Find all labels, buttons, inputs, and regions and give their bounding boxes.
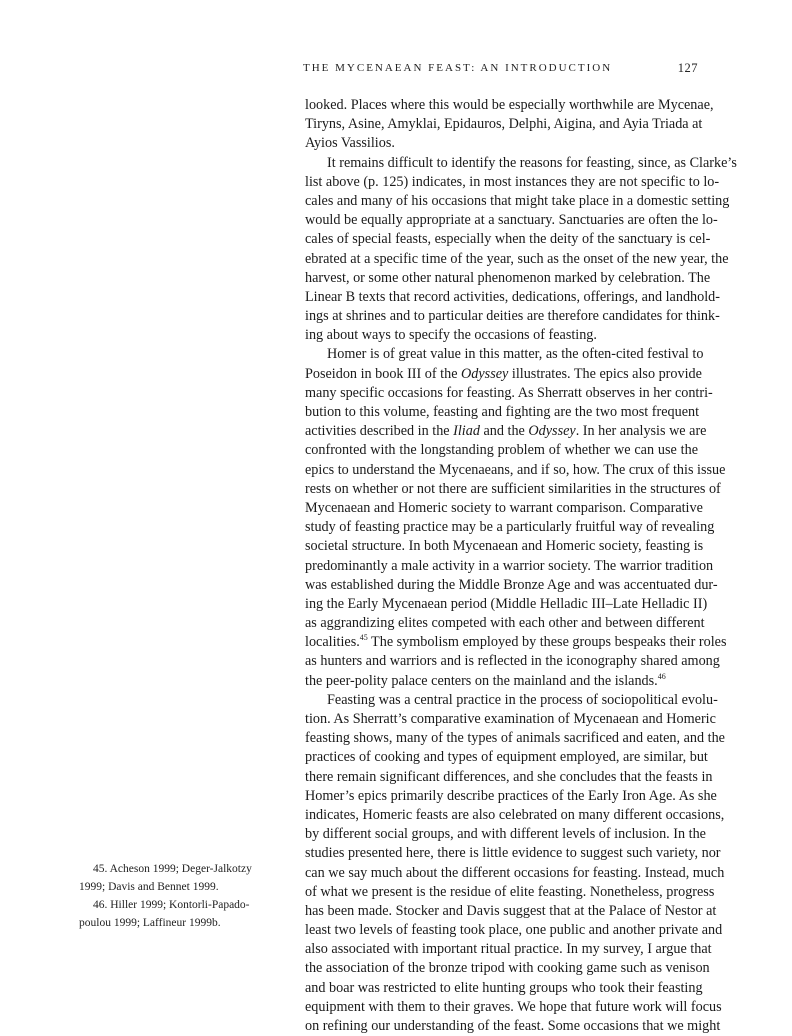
text-run: the peer-polity palace centers on the mainland and the islands. <box>305 672 658 689</box>
text-run: illustrates. The epics also provide <box>508 365 702 382</box>
text-line: bution to this volume, feasting and fighting are the two most frequent <box>305 404 700 420</box>
text-line: looked. Places where this would be especially worthwhile are Mycenae, <box>305 97 714 113</box>
text-line: Homer is of great value in this matter, as the often-cited festival to <box>327 346 704 363</box>
text-run: and the <box>479 423 529 440</box>
text-line: cales and many of his occasions that might take place in a domestic setting <box>305 192 730 209</box>
text-line: feasting shows, many of the types of animals sacrificed and eaten, and the <box>305 730 725 747</box>
text-line: by different social groups, and with different levels of inclusion. In the <box>305 826 706 843</box>
text-line: Ayios Vassilios. <box>305 135 395 152</box>
text-line: on refining our understanding of the feast. Some occasions that we might <box>305 1018 721 1034</box>
footnote-ref: 45 <box>359 633 368 643</box>
text-line: harvest, or some other natural phenomenon marked by celebration. The <box>305 269 711 286</box>
text-run: Poseidon in book III of the <box>305 365 462 382</box>
text-line <box>305 633 727 652</box>
text-line: ebrated at a specific time of the year, such as the onset of the new year, the <box>305 250 729 267</box>
text-line: of what we present is the residue of elite feasting. Nonetheless, progress <box>305 883 715 900</box>
text-line: practices of cooking and types of equipment employed, are similar, but <box>305 749 708 766</box>
text-line: list above (p. 125) indicates, in most instances they are not specific to lo- <box>305 173 720 190</box>
text-line: also associated with important ritual practice. In my survey, I argue that <box>305 941 712 958</box>
text-line: ing about ways to specify the occasions of feasting. <box>305 327 597 344</box>
text-line: It remains difficult to identify the reasons for feasting, since, as Clarke’s <box>327 154 737 171</box>
text-line <box>305 672 698 691</box>
text-line: has been made. Stocker and Davis suggest that at the Palace of Nestor at <box>305 902 717 919</box>
text-line: rests on whether or not there are sufficient similarities in the structures of <box>305 480 721 497</box>
text-run: The symbolism employed by these groups bespeaks their roles <box>367 634 727 651</box>
text-run: localities. <box>305 634 360 651</box>
text-line: societal structure. In both Mycenaean and Homeric society, feasting is <box>305 538 704 555</box>
text-line: and boar was restricted to elite hunting groups who took their feasting <box>305 979 703 996</box>
text-line: Tiryns, Asine, Amyklai, Epidauros, Delphi, Aigina, and Ayia Triada at <box>305 116 703 133</box>
page-number: 127 <box>677 61 698 75</box>
text-line: least two levels of feasting took place, one public and another private and <box>305 922 723 939</box>
footnote-line: poulou 1999; Laffineur 1999b. <box>79 917 221 929</box>
text-line: studies presented here, there is little evidence to suggest such variety, nor <box>305 845 721 862</box>
text-line: as aggrandizing elites competed with each other and between different <box>305 615 705 632</box>
footnote-line: 46. Hiller 1999; Kontorli-Papado- <box>93 899 250 911</box>
italic-title: Odyssey <box>528 423 576 440</box>
text-line: indicates, Homeric feasts are also celebrated on many different occasions, <box>305 806 725 823</box>
text-line: ing the Early Mycenaean period (Middle Helladic III–Late Helladic II) <box>305 595 708 612</box>
text-line: was established during the Middle Bronze Age and was accentuated dur- <box>305 576 718 593</box>
text-line: predominantly a male activity in a warrior society. The warrior tradition <box>305 557 714 574</box>
text-line: Homer’s epics primarily describe practices of the Early Iron Age. As she <box>305 787 717 804</box>
text-line <box>305 422 707 441</box>
text-line: as hunters and warriors and is reflected in the iconography shared among <box>305 653 720 670</box>
footnote-line: 1999; Davis and Bennet 1999. <box>79 881 219 893</box>
text-run: activities described in the <box>305 423 454 440</box>
text-line: would be equally appropriate at a sanctuary. Sanctuaries are often the lo- <box>305 212 718 229</box>
footnote-line: 45. Acheson 1999; Deger-Jalkotzy <box>93 863 252 875</box>
text-line: Feasting was a central practice in the process of sociopolitical evolu- <box>327 691 718 708</box>
text-line: ings at shrines and to particular deities are therefore candidates for think- <box>305 308 720 325</box>
text-line <box>305 365 702 384</box>
text-run: . In her analysis we are <box>575 423 707 440</box>
text-line: Mycenaean and Homeric society to warrant comparison. Comparative <box>305 499 703 516</box>
italic-title: Odyssey <box>461 365 509 382</box>
text-line: can we say much about the different occasions for feasting. Instead, much <box>305 864 725 881</box>
text-line: study of feasting practice may be a particularly fruitful way of revealing <box>305 519 715 536</box>
body-text <box>305 96 737 1036</box>
text-line: confronted with the longstanding problem of whether we can use the <box>305 442 698 459</box>
running-title: THE MYCENAEAN FEAST: AN INTRODUCTION <box>303 62 613 74</box>
footnote-ref: 46 <box>657 671 666 681</box>
text-line: cales of special feasts, especially when the deity of the sanctuary is cel- <box>305 231 711 248</box>
text-line: tion. As Sherratt’s comparative examination of Mycenaean and Homeric <box>305 711 716 727</box>
text-line: Linear B texts that record activities, dedications, offerings, and landhold- <box>305 288 720 305</box>
text-line: equipment with them to their graves. We hope that future work will focus <box>305 998 722 1015</box>
text-line: epics to understand the Mycenaeans, and if so, how. The crux of this issue <box>305 461 726 478</box>
text-line: many specific occasions for feasting. As Sherratt observes in her contri- <box>305 384 713 401</box>
italic-title: Iliad <box>453 423 480 440</box>
text-line: there remain significant differences, and she concludes that the feasts in <box>305 768 713 785</box>
text-line: the association of the bronze tripod with cooking game such as venison <box>305 960 710 977</box>
footnotes <box>79 860 279 932</box>
